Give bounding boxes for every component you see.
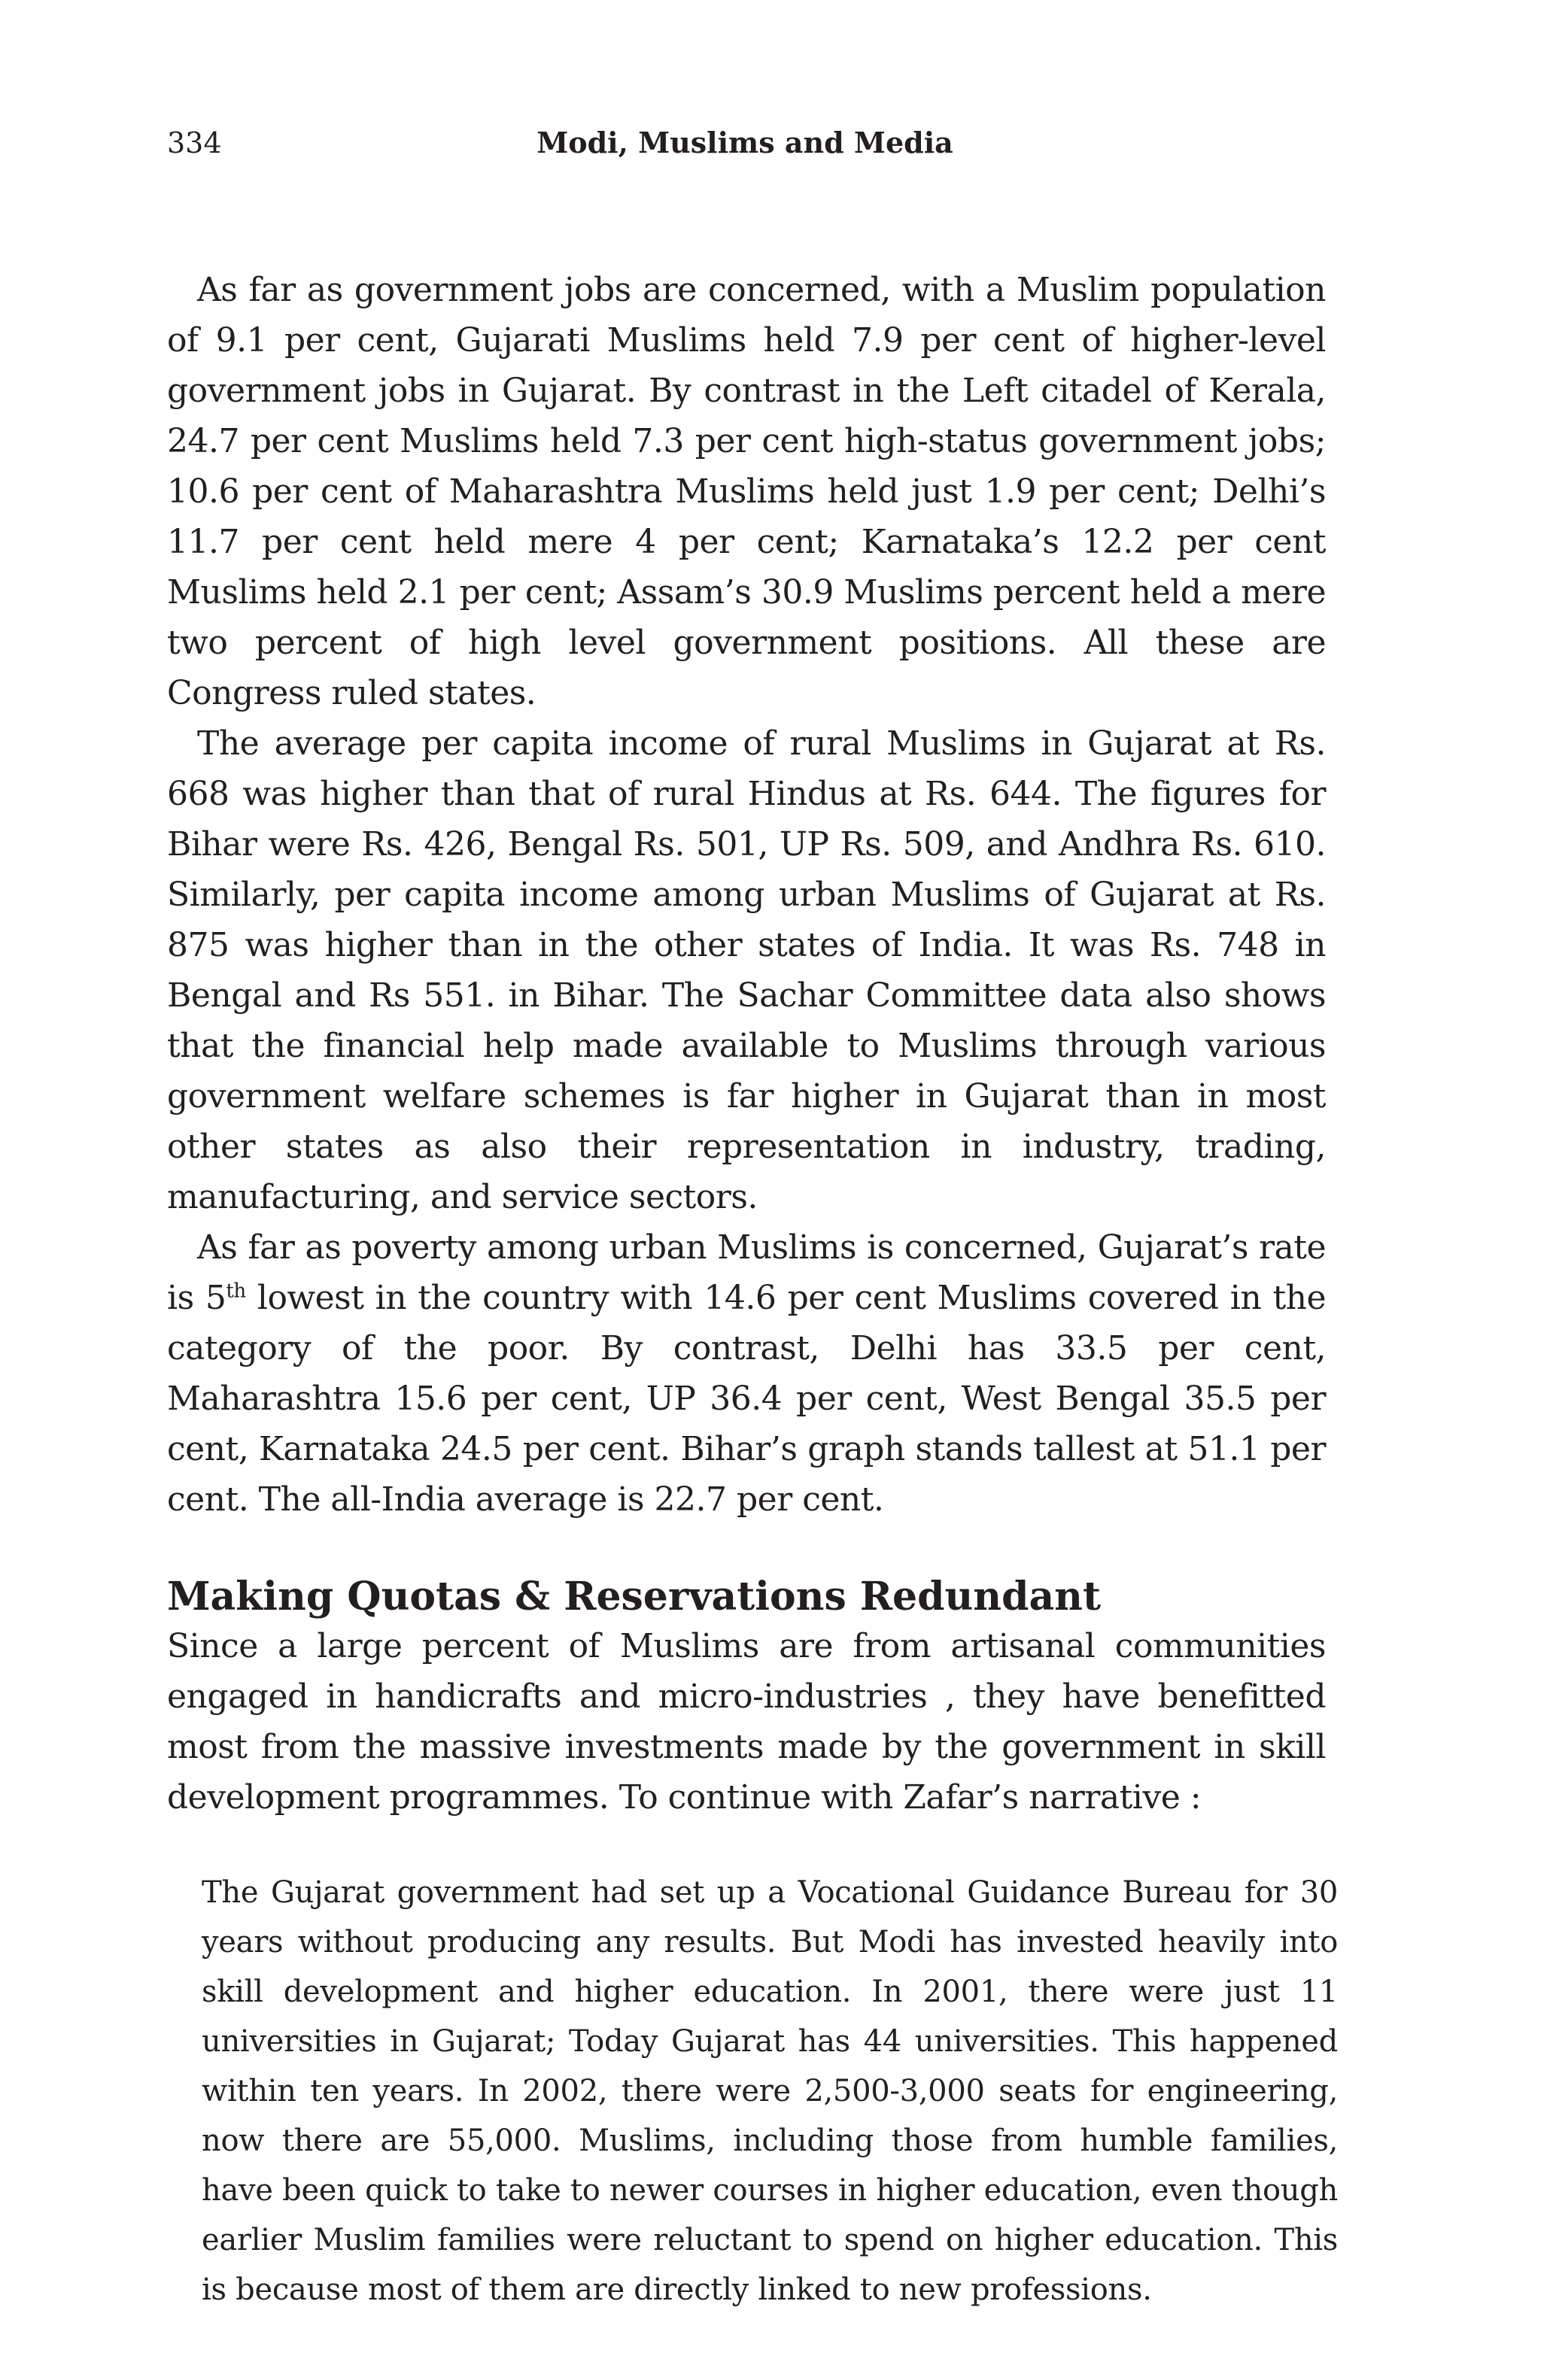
section-intro-paragraph: Since a large percent of Muslims are from artisanal communities engaged in handicrafts and micro-industries , they have benefitted most from the massive investments made by the government in skill development programmes. To continue with Zafar’s narrative : <box>167 1627 1326 1817</box>
paragraph-government-jobs: As far as government jobs are concerned, with a Muslim population of 9.1 per cent, Gujarati Muslims held 7.9 per cent of higher-level government jobs in Gujarat. By contrast in the Left citadel of Kerala, 24.7 per cent Muslims held 7.3 per cent high-status government jobs; 10.6 per cent of Maharashtra Muslims held just 1.9 per cent; Delhi’s 11.7 per cent held mere 4 per cent; Karnataka’s 12.2 per cent Muslims held 2.1 per cent; Assam’s 30.9 Muslims percent held a mere two percent of high level government positions. All these are Congress ruled states. <box>167 271 1326 712</box>
running-head <box>0 120 1541 165</box>
block-quote: The Gujarat government had set up a Vocational Guidance Bureau for 30 years without producing any results. But Modi has invested heavily into skill development and higher education. In 2001, there were just 11 universities in Gujarat; Today Gujarat has 44 universities. This happened within ten years. In 2002, there were 2,500-3,000 seats for engineering, now there are 55,000. Muslims, including those from humble families, have been quick to take to newer courses in higher education, even though earlier Muslim families were reluctant to spend on higher education. This is because most of them are directly linked to new professions. <box>202 1875 1338 2307</box>
paragraph-per-capita-income: The average per capita income of rural Muslims in Gujarat at Rs. 668 was higher than that of rural Hindus at Rs. 644. The figures for Bihar were Rs. 426, Bengal Rs. 501, UP Rs. 509, and Andhra Rs. 610. Similarly, per capita income among urban Muslims of Gujarat at Rs. 875 was higher than in the other states of India. It was Rs. 748 in Bengal and Rs 551. in Bihar. The Sachar Committee data also shows that the financial help made available to Muslims through various government welfare schemes is far higher in Gujarat than in most other states as also their representation in industry, trading, manufacturing, and service sectors. <box>167 724 1326 1216</box>
section-heading: Making Quotas & Reservations Redundant <box>167 1574 1101 1620</box>
poverty-text-end: lowest in the country with 14.6 per cent Muslims covered in the category of the poor. By contrast, Delhi has 33.5 per cent, Maharashtra 15.6 per cent, UP 36.4 per cent, West Bengal 35.5 per cent, Karnataka 24.5 per cent. Bihar’s graph stands tallest at 51.1 per cent. The all-India average is 22.7 per cent. <box>167 1279 1326 1519</box>
poverty-text-start: As far as poverty among urban Muslims is concerned, Gujarat’s rate is 5 <box>167 1228 1326 1317</box>
book-title: Modi, Muslims and Media <box>536 126 953 159</box>
page-number: 334 <box>167 126 222 159</box>
ordinal-superscript: th <box>226 1280 246 1303</box>
paragraph-urban-poverty <box>167 1222 1326 1525</box>
body-text <box>167 265 1338 2315</box>
